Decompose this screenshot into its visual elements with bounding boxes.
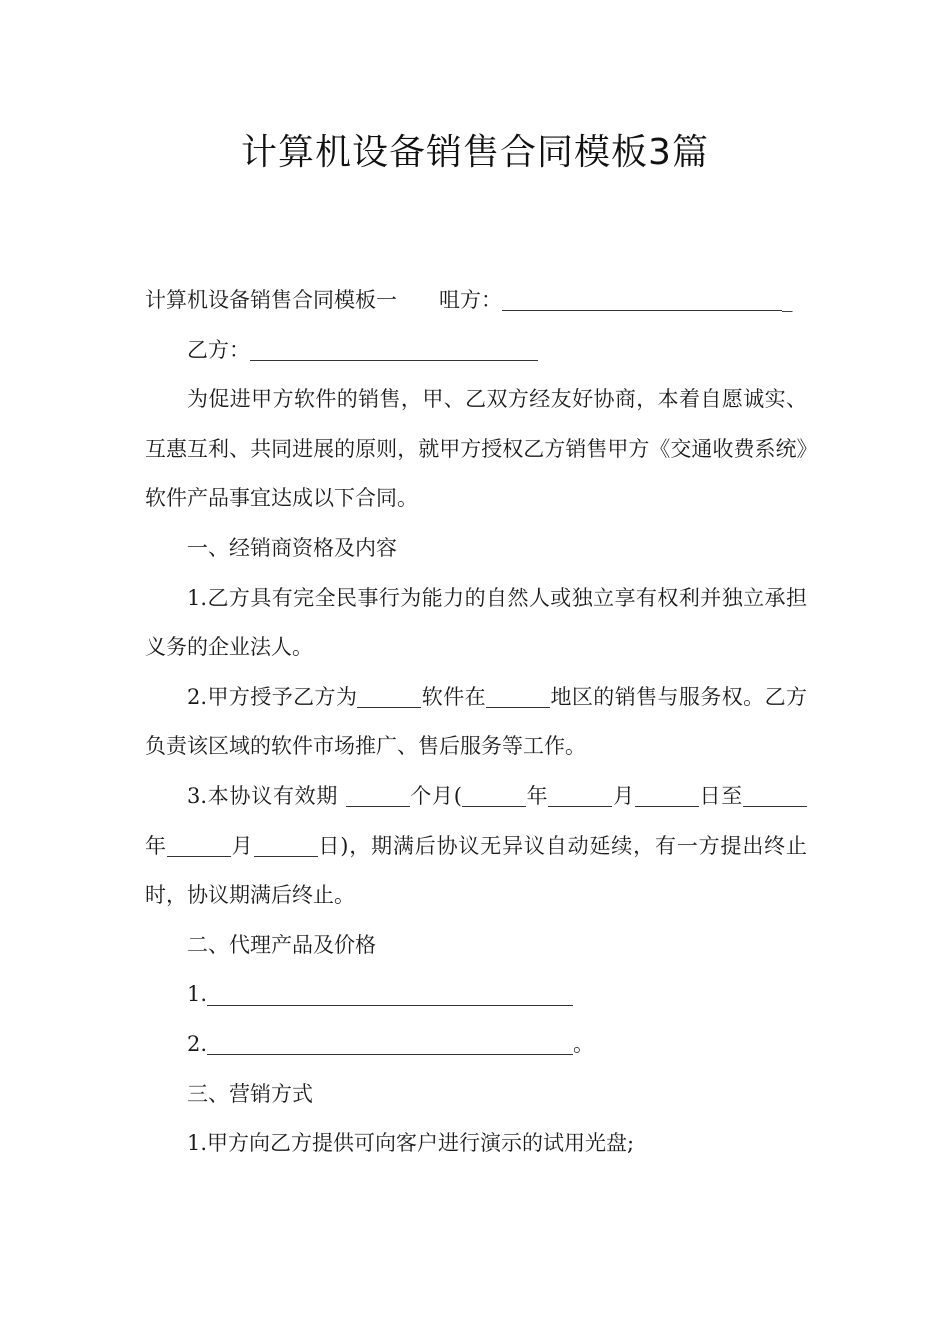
start-month-blank: [548, 785, 612, 807]
party-a-label: 咀方：: [439, 288, 502, 312]
end-day-blank: [254, 835, 318, 857]
party-a-tail: _: [782, 288, 793, 312]
s1-item3-text-6: 年: [145, 833, 167, 858]
party-b-blank: [250, 339, 538, 361]
section-3-title: 三、营销方式: [187, 1081, 313, 1106]
end-year-blank: [743, 785, 807, 807]
section-1-item-1: 1.乙方具有完全民事行为能力的自然人或独立享有权利并独立承担义务的企业法人。: [145, 585, 807, 660]
region-blank: [486, 686, 550, 708]
software-name-blank: [357, 686, 421, 708]
s1-item2-text-3: 地区的销售与服务权。乙方负责该区域的软件市场推广、售后服务等工作。: [145, 684, 808, 759]
s1-item3-text-5: 日至: [698, 783, 743, 808]
s1-item3-text-4: 月: [612, 783, 635, 808]
s2-item2-end: 。: [573, 1031, 595, 1056]
s1-item3-text-1: 3.本协议有效期: [187, 783, 346, 808]
product-1-blank: [207, 984, 573, 1006]
s1-item2-text-2: 软件在: [421, 684, 487, 709]
months-blank: [346, 785, 410, 807]
heading-template-one: 计算机设备销售合同模板一: [145, 288, 397, 312]
section-2-item-2: [145, 1020, 807, 1070]
product-2-blank: [207, 1033, 573, 1055]
document-body: [145, 276, 807, 1169]
s1-item3-text-3: 年: [525, 783, 549, 808]
party-a-line: [145, 276, 807, 326]
end-month-blank: [167, 835, 231, 857]
section-2-title: 二、代理产品及价格: [187, 932, 376, 957]
party-a-blank: [502, 289, 782, 311]
s1-item3-text-8: 日)，期满后协议无异议自动延续，有一方提出终止时，协议期满后终止。: [145, 833, 808, 908]
s2-item1-number: 1.: [187, 982, 208, 1007]
section-2-item-1: [145, 970, 807, 1020]
party-b-line: [145, 326, 807, 376]
s2-item2-number: 2.: [187, 1031, 208, 1056]
intro-paragraph: 为促进甲方软件的销售，甲、乙双方经友好协商，本着自愿诚实、互惠互利、共同进展的原则，就甲方授权乙方销售甲方《交通收费系统》软件产品事宜达成以下合同。: [145, 387, 807, 511]
party-b-label: 乙方：: [187, 337, 250, 362]
s1-item2-text-1: 2.甲方授予乙方为: [187, 684, 358, 709]
start-year-blank: [462, 785, 526, 807]
section-1-item-2: [145, 673, 807, 772]
section-1-item-3: [145, 772, 807, 921]
section-1-title: 一、经销商资格及内容: [187, 535, 397, 560]
section-3-item-1: 1.甲方向乙方提供可向客户进行演示的试用光盘;: [187, 1131, 635, 1156]
s1-item3-text-7: 月: [230, 833, 254, 858]
start-day-blank: [635, 785, 699, 807]
document-title: 计算机设备销售合同模板3篇: [241, 132, 709, 173]
s1-item3-text-2: 个月(: [409, 783, 462, 808]
